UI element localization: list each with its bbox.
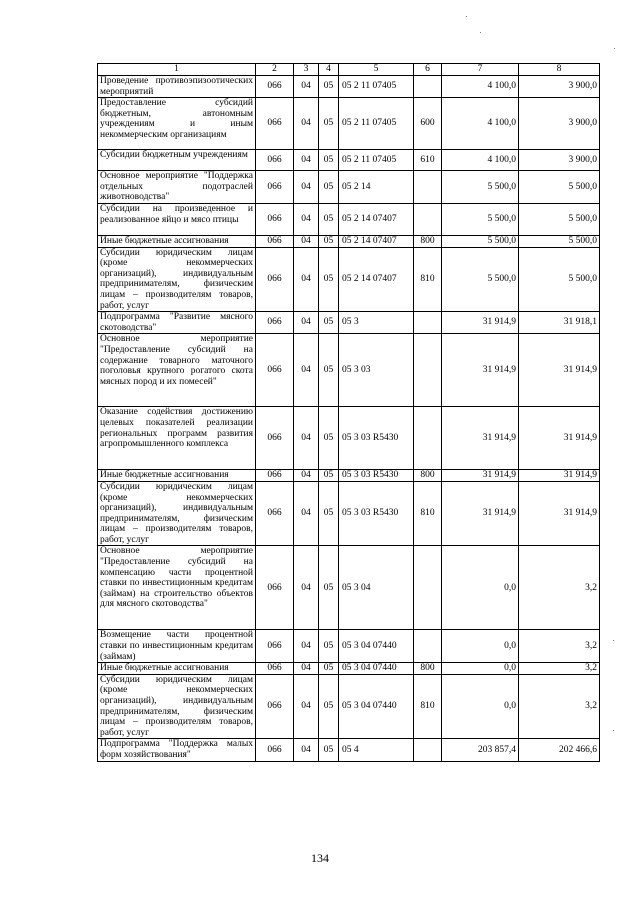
ministry-code-cell: 066 (256, 407, 294, 470)
row-name-cell: Проведение противоэпизоотических мероприятий (98, 76, 256, 98)
ministry-code-cell: 066 (256, 481, 294, 546)
target-article-cell: 05 3 04 (339, 546, 414, 630)
section-cell: 04 (294, 203, 319, 235)
subsection-cell: 05 (319, 674, 339, 739)
header-cell: 1 (98, 64, 256, 76)
section-cell: 04 (294, 407, 319, 470)
row-name-cell: Субсидии юридическим лицам (кроме некоммерческих организаций), индивидуальным предпринимателям, физическим лицам – производителям товаров, работ, услуг (98, 247, 256, 312)
row-name-cell: Иные бюджетные ассигнования (98, 235, 256, 247)
amount-year-1-cell: 5 500,0 (442, 171, 519, 204)
amount-year-2-cell: 31 918,1 (519, 312, 600, 334)
ministry-code-cell: 066 (256, 630, 294, 663)
header-cell: 8 (519, 64, 600, 76)
amount-year-2-cell: 202 466,6 (519, 739, 600, 761)
ministry-code-cell: 066 (256, 674, 294, 739)
expense-type-cell: 610 (414, 150, 442, 171)
amount-year-2-cell: 5 500,0 (519, 247, 600, 312)
expense-type-cell: 600 (414, 98, 442, 150)
target-article-cell: 05 2 11 07405 (339, 150, 414, 171)
subsection-cell: 05 (319, 203, 339, 235)
section-cell: 04 (294, 470, 319, 482)
section-cell: 04 (294, 663, 319, 675)
table-row (98, 630, 600, 663)
page-number: 134 (311, 851, 329, 865)
table-row (98, 203, 600, 235)
amount-year-2-cell: 5 500,0 (519, 235, 600, 247)
expense-type-cell (414, 76, 442, 98)
amount-year-1-cell: 0,0 (442, 546, 519, 630)
row-name-cell: Субсидии на произведенное и реализованное яйцо и мясо птицы (98, 203, 256, 235)
subsection-cell: 05 (319, 76, 339, 98)
target-article-cell: 05 3 03 R5430 (339, 470, 414, 482)
target-article-cell: 05 2 14 07407 (339, 247, 414, 312)
row-name-cell: Подпрограмма "Поддержка малых форм хозяйствования" (98, 739, 256, 761)
row-name-cell: Основное мероприятие "Предоставление субсидий на содержание товарного маточного поголовья крупного рогатого скота мясных пород и их помесей" (98, 334, 256, 407)
subsection-cell: 05 (319, 481, 339, 546)
target-article-cell: 05 3 03 R5430 (339, 407, 414, 470)
expense-type-cell: 810 (414, 481, 442, 546)
table-row (98, 470, 600, 482)
row-name-cell: Иные бюджетные ассигнования (98, 663, 256, 675)
amount-year-2-cell: 5 500,0 (519, 203, 600, 235)
row-name-cell: Иные бюджетные ассигнования (98, 470, 256, 482)
amount-year-1-cell: 31 914,9 (442, 481, 519, 546)
amount-year-1-cell: 203 857,4 (442, 739, 519, 761)
table-row (98, 334, 600, 407)
ministry-code-cell: 066 (256, 203, 294, 235)
ministry-code-cell: 066 (256, 235, 294, 247)
row-name-cell: Основное мероприятие "Предоставление субсидий на компенсацию части процентной ставки по инвестиционным кредитам (займам) на строительство объектов для мясного скотоводства" (98, 546, 256, 630)
expense-type-cell (414, 739, 442, 761)
subsection-cell: 05 (319, 171, 339, 204)
target-article-cell: 05 2 14 07407 (339, 235, 414, 247)
table-row (98, 171, 600, 204)
subsection-cell: 05 (319, 334, 339, 407)
row-name-cell: Предоставление субсидий бюджетным, автономным учреждениям и иным некоммерческим организациям (98, 98, 256, 150)
amount-year-1-cell: 0,0 (442, 630, 519, 663)
expense-type-cell (414, 407, 442, 470)
table-row (98, 235, 600, 247)
amount-year-1-cell: 31 914,9 (442, 407, 519, 470)
table-row (98, 98, 600, 150)
section-cell: 04 (294, 630, 319, 663)
ministry-code-cell: 066 (256, 470, 294, 482)
amount-year-2-cell: 5 500,0 (519, 171, 600, 204)
target-article-cell: 05 3 03 (339, 334, 414, 407)
target-article-cell: 05 2 14 (339, 171, 414, 204)
ministry-code-cell: 066 (256, 76, 294, 98)
expense-type-cell (414, 334, 442, 407)
ministry-code-cell: 066 (256, 546, 294, 630)
table-row (98, 546, 600, 630)
expense-type-cell (414, 203, 442, 235)
subsection-cell: 05 (319, 663, 339, 675)
section-cell: 04 (294, 150, 319, 171)
row-name-cell: Оказание содействия достижению целевых показателей реализации региональных программ развития агропромышленного комплекса (98, 407, 256, 470)
amount-year-2-cell: 3,2 (519, 630, 600, 663)
ministry-code-cell: 066 (256, 739, 294, 761)
table-row (98, 312, 600, 334)
table-row (98, 663, 600, 675)
subsection-cell: 05 (319, 98, 339, 150)
target-article-cell: 05 2 11 07405 (339, 76, 414, 98)
section-cell: 04 (294, 481, 319, 546)
amount-year-1-cell: 4 100,0 (442, 76, 519, 98)
header-row (98, 64, 600, 76)
section-cell: 04 (294, 334, 319, 407)
expense-type-cell (414, 546, 442, 630)
section-cell: 04 (294, 235, 319, 247)
row-name-cell: Основное мероприятие "Поддержка отдельных подотраслей животноводства" (98, 171, 256, 204)
row-name-cell: Субсидии юридическим лицам (кроме некоммерческих организаций), индивидуальным предпринимателям, физическим лицам – производителям товаров, работ, услуг (98, 481, 256, 546)
section-cell: 04 (294, 247, 319, 312)
target-article-cell: 05 3 04 07440 (339, 630, 414, 663)
ministry-code-cell: 066 (256, 334, 294, 407)
expense-type-cell (414, 312, 442, 334)
header-cell: 3 (294, 64, 319, 76)
target-article-cell: 05 2 14 07407 (339, 203, 414, 235)
table-row (98, 247, 600, 312)
amount-year-2-cell: 3,2 (519, 663, 600, 675)
subsection-cell: 05 (319, 470, 339, 482)
target-article-cell: 05 4 (339, 739, 414, 761)
amount-year-1-cell: 5 500,0 (442, 203, 519, 235)
table-row (98, 407, 600, 470)
ministry-code-cell: 066 (256, 150, 294, 171)
amount-year-2-cell: 3 900,0 (519, 150, 600, 171)
table-row (98, 481, 600, 546)
row-name-cell: Возмещение части процентной ставки по инвестиционным кредитам (займам) (98, 630, 256, 663)
table-row (98, 150, 600, 171)
amount-year-1-cell: 31 914,9 (442, 470, 519, 482)
target-article-cell: 05 2 11 07405 (339, 98, 414, 150)
expense-type-cell: 810 (414, 674, 442, 739)
section-cell: 04 (294, 674, 319, 739)
subsection-cell: 05 (319, 150, 339, 171)
amount-year-2-cell: 31 914,9 (519, 334, 600, 407)
budget-table (97, 63, 600, 762)
amount-year-2-cell: 31 914,9 (519, 470, 600, 482)
target-article-cell: 05 3 04 07440 (339, 663, 414, 675)
subsection-cell: 05 (319, 312, 339, 334)
row-name-cell: Субсидии юридическим лицам (кроме некоммерческих организаций), индивидуальным предпринимателям, физическим лицам – производителям товаров, работ, услуг (98, 674, 256, 739)
section-cell: 04 (294, 98, 319, 150)
header-cell: 4 (319, 64, 339, 76)
target-article-cell: 05 3 03 R5430 (339, 481, 414, 546)
expense-type-cell: 810 (414, 247, 442, 312)
ministry-code-cell: 066 (256, 171, 294, 204)
expense-type-cell (414, 630, 442, 663)
row-name-cell: Подпрограмма "Развитие мясного скотоводства" (98, 312, 256, 334)
expense-type-cell (414, 171, 442, 204)
header-cell: 2 (256, 64, 294, 76)
table-row (98, 739, 600, 761)
expense-type-cell: 800 (414, 470, 442, 482)
section-cell: 04 (294, 546, 319, 630)
ministry-code-cell: 066 (256, 247, 294, 312)
section-cell: 04 (294, 739, 319, 761)
target-article-cell: 05 3 (339, 312, 414, 334)
ministry-code-cell: 066 (256, 98, 294, 150)
amount-year-2-cell: 31 914,9 (519, 407, 600, 470)
table-row (98, 76, 600, 98)
amount-year-1-cell: 0,0 (442, 663, 519, 675)
header-cell: 5 (339, 64, 414, 76)
row-name-cell: Субсидии бюджетным учреждениям (98, 150, 256, 171)
amount-year-1-cell: 4 100,0 (442, 98, 519, 150)
amount-year-1-cell: 5 500,0 (442, 247, 519, 312)
expense-type-cell: 800 (414, 235, 442, 247)
table-row (98, 674, 600, 739)
expense-type-cell: 800 (414, 663, 442, 675)
ministry-code-cell: 066 (256, 312, 294, 334)
amount-year-1-cell: 31 914,9 (442, 312, 519, 334)
subsection-cell: 05 (319, 407, 339, 470)
amount-year-2-cell: 3,2 (519, 674, 600, 739)
header-cell: 6 (414, 64, 442, 76)
amount-year-1-cell: 0,0 (442, 674, 519, 739)
amount-year-2-cell: 31 914,9 (519, 481, 600, 546)
target-article-cell: 05 3 04 07440 (339, 674, 414, 739)
amount-year-2-cell: 3,2 (519, 546, 600, 630)
subsection-cell: 05 (319, 630, 339, 663)
ministry-code-cell: 066 (256, 663, 294, 675)
amount-year-1-cell: 4 100,0 (442, 150, 519, 171)
section-cell: 04 (294, 312, 319, 334)
subsection-cell: 05 (319, 235, 339, 247)
section-cell: 04 (294, 76, 319, 98)
subsection-cell: 05 (319, 546, 339, 630)
subsection-cell: 05 (319, 247, 339, 312)
amount-year-1-cell: 31 914,9 (442, 334, 519, 407)
header-cell: 7 (442, 64, 519, 76)
amount-year-1-cell: 5 500,0 (442, 235, 519, 247)
amount-year-2-cell: 3 900,0 (519, 98, 600, 150)
subsection-cell: 05 (319, 739, 339, 761)
amount-year-2-cell: 3 900,0 (519, 76, 600, 98)
section-cell: 04 (294, 171, 319, 204)
